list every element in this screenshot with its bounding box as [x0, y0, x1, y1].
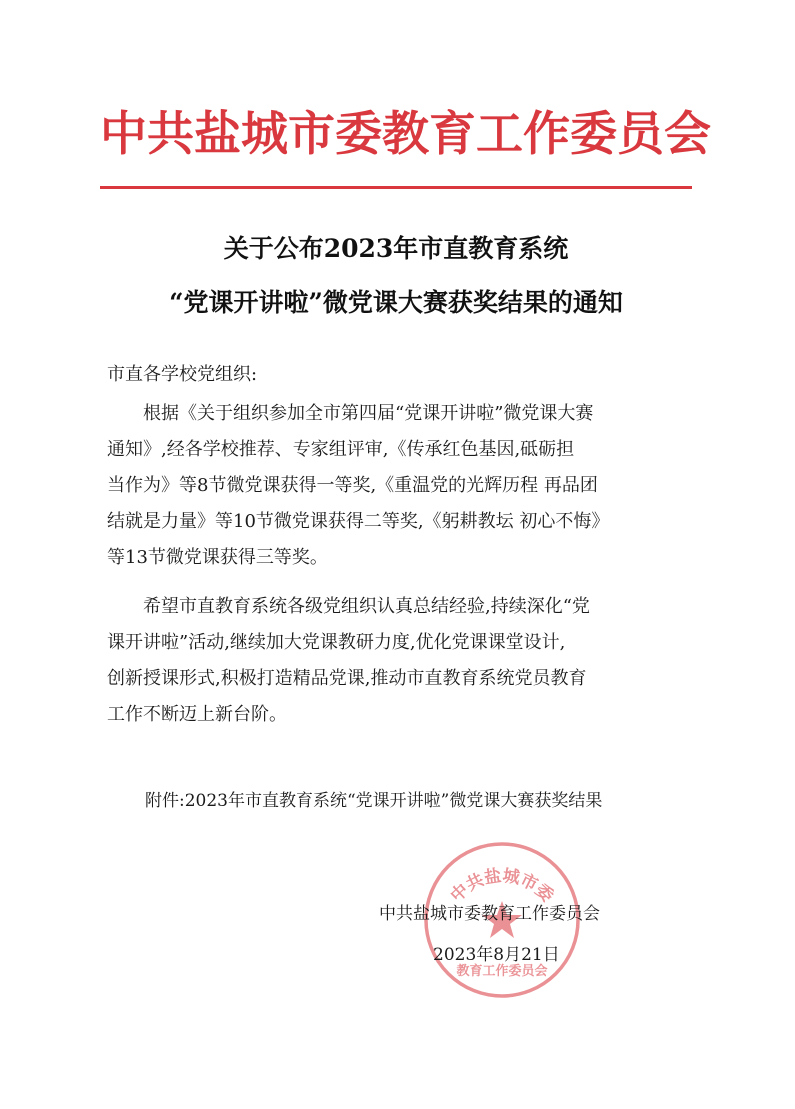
notice-title-line-1: 关于公布2023年市直教育系统 — [223, 234, 569, 263]
paragraph-2-line: 希望市直教育系统各级党组织认真总结经验,持续深化“党 — [143, 596, 590, 617]
paragraph-2-line: 课开讲啦”活动,继续加大党课教研力度,优化党课课堂设计, — [107, 632, 566, 653]
signature-organization: 中共盐城市委教育工作委员会 — [379, 904, 600, 924]
paragraph-2-line: 工作不断迈上新台阶。 — [107, 704, 287, 725]
letterhead-red-rule — [100, 186, 692, 189]
signature-date: 2023年8月21日 — [433, 945, 560, 965]
seal-bottom-text: 教育工作委员会 — [456, 964, 548, 979]
paragraph-2-line: 创新授课形式,积极打造精品党课,推动市直教育系统党员教育 — [107, 668, 587, 689]
letterhead-org-name: 中共盐城市委教育工作委员会 — [100, 107, 711, 162]
paragraph-1-line: 根据《关于组织参加全市第四届“党课开讲啦”微党课大赛 — [143, 403, 594, 424]
notice-title-line-2: “党课开讲啦”微党课大赛获奖结果的通知 — [169, 288, 623, 317]
paragraph-1-line: 结就是力量》等10节微党课获得二等奖,《躬耕教坛 初心不悔》 — [107, 511, 610, 532]
paragraph-1-line: 等13节微党课获得三等奖。 — [107, 547, 328, 568]
seal-top-text: 中共盐城市委 — [446, 866, 558, 907]
attachment-line: 附件:2023年市直教育系统“党课开讲啦”微党课大赛获奖结果 — [145, 791, 603, 811]
salutation: 市直各学校党组织: — [107, 364, 258, 385]
paragraph-1-line: 通知》,经各学校推荐、专家组评审,《传承红色基因,砥砺担 — [107, 439, 575, 460]
paragraph-1-line: 当作为》等8节微党课获得一等奖,《重温党的光辉历程 再品团 — [107, 475, 598, 496]
